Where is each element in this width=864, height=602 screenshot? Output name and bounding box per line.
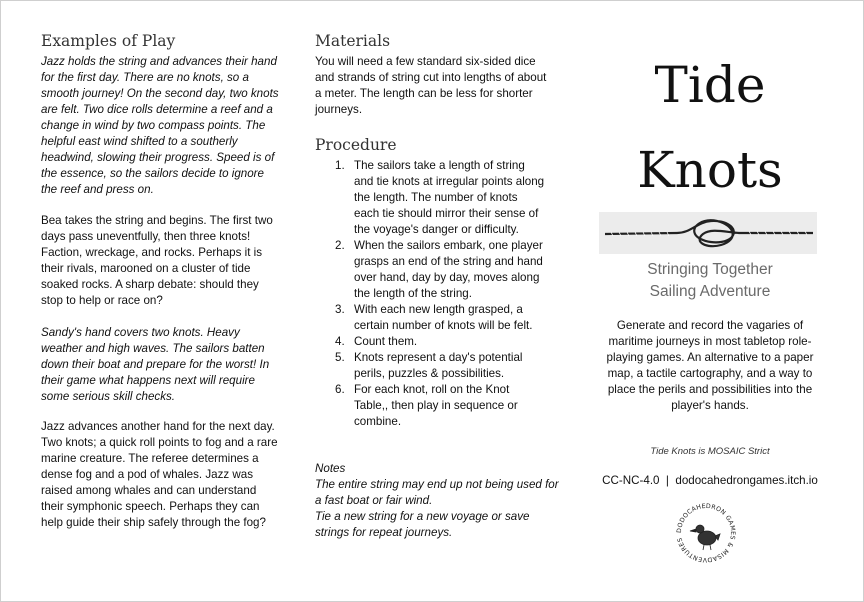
materials-text: You will need a few standard six-sided dice and strands of string cut into lengths of about a meter. The length can be less for shorter journeys. bbox=[315, 55, 547, 116]
example-paragraph-2: Bea takes the string and begins. The first two days pass uneventfully, then three knots! Faction, wreckage, and rocks. Perhaps it is their rivals, marooned on a cluster of tide soaked rocks. A sharp debate: should they stop to help or race on? bbox=[41, 214, 273, 307]
knot-icon bbox=[599, 212, 817, 254]
procedure-step bbox=[315, 302, 545, 334]
subtitle-line-2: Sailing Adventure bbox=[649, 283, 771, 300]
step-text: With each new length grasped, a certain number of knots will be felt. bbox=[354, 303, 533, 332]
examples-heading: Examples of Play bbox=[41, 32, 176, 50]
example-paragraph-4: Jazz advances another hand for the next day. Two knots; a quick roll points to fog and a rare marine creature. The referee determines a dense fog and a pod of whales. Jazz was raised among whales and can understand their symphonic speech. Perhaps they can help guide their ship safely through the fog? bbox=[41, 420, 278, 529]
knot-illustration bbox=[599, 212, 817, 254]
notes-line-2: Tie a new string for a new voyage or save strings for repeat journeys. bbox=[315, 510, 530, 539]
step-number: 4. bbox=[335, 335, 345, 348]
step-text: Knots represent a day's potential perils, puzzles & possibilities. bbox=[354, 351, 523, 380]
procedure-heading: Procedure bbox=[315, 136, 397, 154]
title-line-2: Knots bbox=[637, 141, 783, 199]
notes-heading: Notes bbox=[315, 462, 346, 475]
procedure-step bbox=[315, 158, 545, 238]
example-paragraph-3: Sandy's hand covers two knots. Heavy weather and high waves. The sailors batten down their boat and prepare for the worst! In their game what happens next will require some serious skill checks. bbox=[41, 326, 270, 403]
step-text: When the sailors embark, one player grasps an end of the string and hand over hand, day by day, moves along the length of the string. bbox=[354, 239, 543, 300]
license-line: CC-NC-4.0 | dodocahedrongames.itch.io bbox=[602, 474, 818, 487]
step-text: Count them. bbox=[354, 335, 418, 348]
title-line-1: Tide bbox=[654, 56, 766, 114]
subtitle-line-1: Stringing Together bbox=[647, 261, 773, 278]
materials-heading: Materials bbox=[315, 32, 391, 50]
step-number: 5. bbox=[335, 351, 345, 364]
example-paragraph-1: Jazz holds the string and advances their hand for the first day. There are no knots, so a smooth journey! On the second day, two knots are felt. Two dice rolls determine a reef and a change in wind by two compass points. The helpful east wind shifted to a southerly headwind, slowing their progress. Speed is of the essence, so the sailors decide to ignore the reef and press on. bbox=[41, 55, 279, 196]
publisher-seal bbox=[673, 500, 739, 566]
cover-blurb: Generate and record the vagaries of maritime journeys in most tabletop role-playing games. An alternative to a paper map, a tactile cartography, and a way to place the perils and possibilities into the player's hands. bbox=[606, 319, 814, 412]
seal-text: DODOCAHEDRON GAMES & MISADVENTURES bbox=[675, 502, 737, 564]
step-text: For each knot, roll on the Knot Table,, then play in sequence or combine. bbox=[354, 383, 518, 428]
step-number: 3. bbox=[335, 303, 345, 316]
notes-line-1: The entire string may end up not being used for a fast boat or fair wind. bbox=[315, 478, 559, 507]
procedure-list bbox=[315, 158, 545, 430]
step-number: 1. bbox=[335, 159, 345, 172]
procedure-step bbox=[315, 350, 545, 382]
mosaic-note: Tide Knots is MOSAIC Strict bbox=[650, 446, 770, 457]
procedure-step bbox=[315, 382, 545, 430]
dodo-bird-icon bbox=[673, 500, 739, 566]
step-number: 2. bbox=[335, 239, 345, 252]
procedure-step bbox=[315, 334, 545, 350]
step-text: The sailors take a length of string and tie knots at irregular points along the length. The number of knots each tie should mirror their sense of the voyage's danger or difficulty. bbox=[354, 159, 545, 236]
procedure-step bbox=[315, 238, 545, 302]
step-number: 6. bbox=[335, 383, 345, 396]
